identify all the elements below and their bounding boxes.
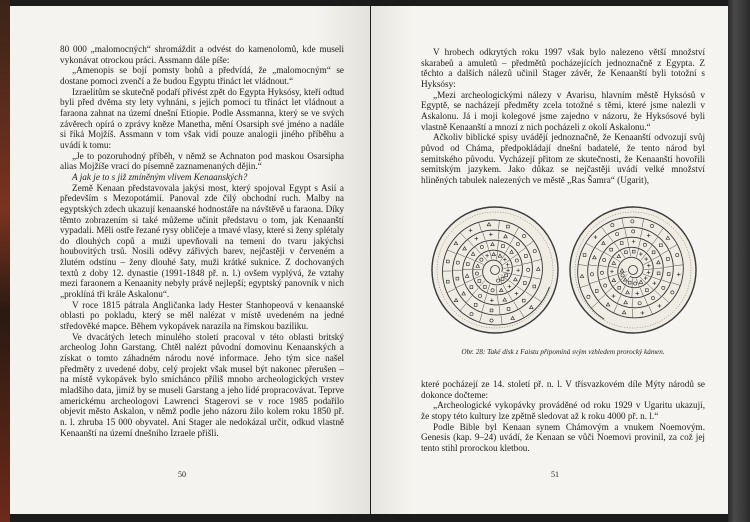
right-page bbox=[371, 6, 728, 514]
paragraph: V roce 1815 pátrala Angličanka lady Hester Stanhopeová v kenaanské oblasti po pokladu, který se měl nalézat v místě uvedeném na jedné středověké mapce. Během vykopávek narazila na římskou baziliku. bbox=[60, 299, 344, 332]
paragraph: Ačkoliv biblické spisy uvádějí jednoznačně, že Kenaanští odvozují svůj původ od Cháma, předpokládají dnešní badatelé, že tento národ byl semitského původu. Vycházejí přitom ze skutečnosti, že Kenaanští hovořili semitským jazykem. Jako důkaz se nejčastěji uvádí velké množství hliněných tabulek nalezených ve městě „Ras Šamra“ (Ugarit), bbox=[421, 132, 705, 185]
right-page-text-top bbox=[421, 47, 705, 186]
paragraph: „Amenopis se bojí pomsty bohů a předvídá, že „malomocným“ se dostane pomoci zvenčí a že budou Egyptu třináct let vládnout.“ bbox=[60, 65, 344, 86]
paragraph: Ve dvacátých letech minulého století pracoval v této oblasti britský archeolog John Garstang. Chtěl nalézt původní domovinu Kenaanských a získat o tomto záhadném národu nové informace. Jeho tým sice našel předměty z uvedené doby, celý projekt však musel být nakonec přerušen – na místě vykopávek bylo smíchánco příliš mnoho archeologických vrstev mladšího data, jimiž by se museli Garstang a jeho lidé propracovávat. Teprve americkému archeologovi Lawrenci Stagerovi se v roce 1985 podařilo objevit město Askalon, v němž podle jeho názoru žilo kolem roku 1850 př. n. l. zhruba 15 000 obyvatel. Ani Stager ale nedokázal určit, odkud vlastně Kenaanští na území dnešního Izraele přišli. bbox=[60, 331, 344, 438]
book-cover-edge-left bbox=[0, 0, 10, 522]
paragraph: A jak je to s již zmíněným vlivem Kenaanských? bbox=[72, 171, 248, 182]
left-page-number: 50 bbox=[178, 470, 186, 479]
paragraph: „Mezi archeologickými nálezy v Avarisu, hlavním městě Hyksósů v Egyptě, se nacházejí předměty zcela totožné s těmi, které jsme nalezli v Askalonu. Já i moji kolegové jsme zajedno v názoru, že Hyksósové byli vlastně Kenaanští a mnozí z nich pocházeli z okolí Askalonu.“ bbox=[421, 89, 705, 132]
paragraph: V hrobech odkrytých roku 1997 však bylo nalezeno větší množství skarabeů a amuletů – předmětů pocházejících jednoznačně z Egypta. Z těchto a dalších nálezů učinil Stager závěr, že Kenaanští byli totožní s Hyksósy: bbox=[421, 47, 705, 89]
right-page-text-bottom bbox=[421, 379, 705, 454]
paragraph: 80 000 „malomocných“ shromáždit a odvést do kamenolomů, kde museli vykonávat otrockou práci. Assmann dále píše: bbox=[60, 44, 344, 65]
left-page-text bbox=[60, 44, 344, 438]
paragraph: Podle Bible byl Kenaan synem Chámovým a vnukem Noemovým. Genesis (kap. 9–24) uvádí, že Kenaan se vůči Noemovi provinil, za což jej tento stihl prorockou kletbou. bbox=[421, 421, 705, 453]
paragraph: „Je to pozoruhodný příběh, v němž se Achnaton pod maskou Osarsipha alias Mojžíše vrací do písemně zaznamenaných dějin.“ bbox=[60, 150, 344, 172]
paragraph: které pocházejí ze 14. století př. n. l. V třísvazkovém díle Mýty národů se dokonce dočteme: bbox=[421, 379, 705, 400]
phaistos-disc-side-a-icon bbox=[429, 204, 561, 336]
phaistos-disc-side-b-icon bbox=[567, 204, 699, 336]
paragraph: Země Kenaan představovala jakýsi most, který spojoval Egypt s Asií a především s Mezopotámií. Panoval zde čilý obchodní ruch. Malby na egyptských zdech ukazují kenaanské hodnostáře na návštěvě u faraona. Díky těmto zobrazením si také můžeme učinit představu o tom, jak Kenaanští vypadali. Měli ostře řezané rysy obličeje a tmavé vlasy, které si ženy splétaly do dlouhých copů a muži upevňovali na temeni do tvaru jakýchsi houbovitých trsů. Nosili oděvy zářivých barev, nejčastěji v červeném a žlutém odstínu – ženy dlouhé šaty, muži krátké suknice. Z dochovaných textů z doby 12. dynastie (1991-1848 př. n. l.) ovšem vyplývá, že vztahy mezi faraonem a Kenaanity nebyly právě nejlepší; egyptský panovník v nich „proklíná tři krále Askalonu“. bbox=[60, 182, 344, 300]
right-page-number: 51 bbox=[551, 470, 559, 479]
paragraph: „Archeologické vykopávky prováděné od roku 1929 v Ugaritu ukazují, že stopy této kultury lze zpětně sledovat až k roku 4000 př. n. l.“ bbox=[421, 400, 705, 421]
figure-caption: Obr. 28: Také disk z Faistu připomíná svým vzhledem prorocký kámen. bbox=[461, 348, 665, 356]
left-page bbox=[10, 6, 370, 514]
paragraph: Izraelitům se skutečně podaří přivést zpět do Egypta Hyksósy, kteří odtud byli před dvěma sty lety vyhnáni, s jejich pomocí tu třináct let vládnout a faraona zahnat na území dnešní Etiopie. Podle Assmanna, který se ve svých závěrech opírá o zprávy kněze Manetha, mění Osarsiph své jméno a nadále si říká Mojžíš. Assmann v tom však vidí pouze analogii jiného příběhu a uvádí k tomu: bbox=[60, 86, 344, 150]
book-cover-edge-right bbox=[728, 0, 750, 522]
figure-phaistos-discs bbox=[421, 204, 705, 344]
